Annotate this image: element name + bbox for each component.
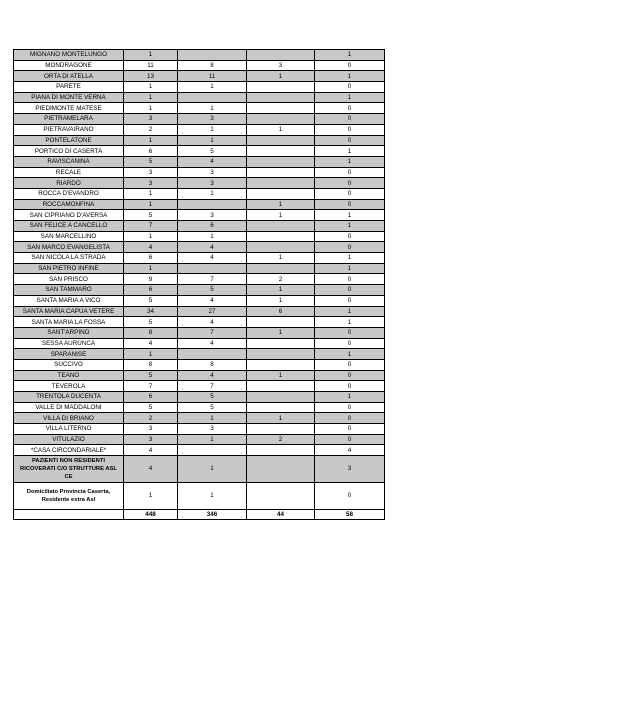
cell-col-2: 3 xyxy=(178,178,247,189)
row-name: SANTA MARIA CAPUA VETERE xyxy=(14,306,124,317)
table-row xyxy=(14,274,385,285)
cell-col-4: 0 xyxy=(315,327,385,338)
table-row xyxy=(14,434,385,445)
cell-col-2: 1 xyxy=(178,135,247,146)
row-name: ROCCAMONFINA xyxy=(14,199,124,210)
cell-col-1: 6 xyxy=(124,285,178,296)
cell-col-4: 0 xyxy=(315,359,385,370)
cell-col-1: 1 xyxy=(124,188,178,199)
row-name: RIARDO xyxy=(14,178,124,189)
table-row xyxy=(14,370,385,381)
cell-col-3: 1 xyxy=(247,71,315,82)
cell-col-3 xyxy=(247,349,315,360)
cell-col-3 xyxy=(247,263,315,274)
cell-col-4: 0 xyxy=(315,381,385,392)
table-body xyxy=(14,50,385,456)
cell-col-1: 1 xyxy=(124,199,178,210)
cell-col-3 xyxy=(247,317,315,328)
table-row xyxy=(14,295,385,306)
cell-col-4: 1 xyxy=(315,306,385,317)
table-row xyxy=(14,114,385,125)
cell-col-3 xyxy=(247,392,315,403)
cell-col-2: 7 xyxy=(178,327,247,338)
cell-col-4: 0 xyxy=(315,402,385,413)
row-name: SANTA MARIA A VICO xyxy=(14,295,124,306)
table-row xyxy=(14,221,385,232)
cell-col-3 xyxy=(247,424,315,435)
cell-col-3 xyxy=(247,456,315,483)
cell-col-3 xyxy=(247,338,315,349)
cell-col-2: 3 xyxy=(178,114,247,125)
cell-col-3 xyxy=(247,178,315,189)
table-row xyxy=(14,424,385,435)
total-col-1: 448 xyxy=(124,510,178,520)
cell-col-4: 0 xyxy=(315,285,385,296)
cell-col-1: 5 xyxy=(124,295,178,306)
table-row xyxy=(14,317,385,328)
cell-col-1: 5 xyxy=(124,317,178,328)
total-col-4: 58 xyxy=(315,510,385,520)
cell-col-3: 1 xyxy=(247,285,315,296)
cell-col-1: 2 xyxy=(124,413,178,424)
table-row xyxy=(14,359,385,370)
row-name: VITULAZIO xyxy=(14,434,124,445)
cell-col-2: 3 xyxy=(178,210,247,221)
table-row-non-resident-patients xyxy=(14,456,385,483)
row-name: SESSA AURUNCA xyxy=(14,338,124,349)
row-name: SAN PRISCO xyxy=(14,274,124,285)
cell-col-1: 3 xyxy=(124,424,178,435)
row-name: ORTA DI ATELLA xyxy=(14,71,124,82)
cell-col-4: 1 xyxy=(315,317,385,328)
cell-col-4: 0 xyxy=(315,370,385,381)
cell-col-4: 0 xyxy=(315,413,385,424)
cell-col-1: 3 xyxy=(124,434,178,445)
cell-col-1: 34 xyxy=(124,306,178,317)
cell-col-2: 8 xyxy=(178,359,247,370)
cell-col-4: 1 xyxy=(315,50,385,61)
cell-col-4: 0 xyxy=(315,483,385,510)
cell-col-1: 5 xyxy=(124,156,178,167)
cell-col-1: 1 xyxy=(124,263,178,274)
cell-col-1: 1 xyxy=(124,82,178,93)
cell-col-4: 0 xyxy=(315,167,385,178)
cell-col-1: 8 xyxy=(124,359,178,370)
cell-col-1: 3 xyxy=(124,178,178,189)
cell-col-4: 0 xyxy=(315,434,385,445)
cell-col-2: 5 xyxy=(178,402,247,413)
table-row xyxy=(14,167,385,178)
cell-col-3: 1 xyxy=(247,370,315,381)
cell-col-2: 1 xyxy=(178,103,247,114)
total-col-3: 44 xyxy=(247,510,315,520)
cell-col-4: 1 xyxy=(315,392,385,403)
cell-col-1: 8 xyxy=(124,327,178,338)
cell-col-1: 5 xyxy=(124,210,178,221)
cell-col-1: 4 xyxy=(124,338,178,349)
row-name: VALLE DI MADDALONI xyxy=(14,402,124,413)
table-row xyxy=(14,199,385,210)
cell-col-3: 1 xyxy=(247,210,315,221)
cell-col-3 xyxy=(247,402,315,413)
municipality-table xyxy=(13,49,385,520)
cell-col-3 xyxy=(247,359,315,370)
table-row xyxy=(14,242,385,253)
table-row xyxy=(14,82,385,93)
cell-col-4: 0 xyxy=(315,242,385,253)
row-name: TEANO xyxy=(14,370,124,381)
row-name: PIANA DI MONTE VERNA xyxy=(14,92,124,103)
special-rows xyxy=(14,456,385,520)
cell-col-1: 3 xyxy=(124,114,178,125)
row-name: SAN MARCELLINO xyxy=(14,231,124,242)
row-name: SAN CIPRIANO D'AVERSA xyxy=(14,210,124,221)
table-row-totals xyxy=(14,510,385,520)
table-row xyxy=(14,92,385,103)
cell-col-2: 4 xyxy=(178,370,247,381)
table-row xyxy=(14,306,385,317)
cell-col-4: 3 xyxy=(315,456,385,483)
total-col-2: 346 xyxy=(178,510,247,520)
cell-col-1: 7 xyxy=(124,221,178,232)
cell-col-3: 1 xyxy=(247,199,315,210)
table-row xyxy=(14,135,385,146)
cell-col-3 xyxy=(247,167,315,178)
cell-col-4: 0 xyxy=(315,188,385,199)
row-name: VILLA LITERNO xyxy=(14,424,124,435)
cell-col-3 xyxy=(247,50,315,61)
row-name: SUCCIVO xyxy=(14,359,124,370)
cell-col-2: 4 xyxy=(178,338,247,349)
cell-col-1: 6 xyxy=(124,392,178,403)
cell-col-4: 1 xyxy=(315,263,385,274)
cell-col-2: 3 xyxy=(178,167,247,178)
cell-col-3 xyxy=(247,156,315,167)
cell-col-3 xyxy=(247,445,315,456)
table-row xyxy=(14,146,385,157)
row-name: SAN NICOLA LA STRADA xyxy=(14,253,124,264)
cell-col-2: 1 xyxy=(178,188,247,199)
cell-col-3 xyxy=(247,242,315,253)
totals-label xyxy=(14,510,124,520)
cell-col-3: 1 xyxy=(247,124,315,135)
cell-col-4: 4 xyxy=(315,445,385,456)
cell-col-2 xyxy=(178,92,247,103)
row-name: TEVEROLA xyxy=(14,381,124,392)
cell-col-3: 1 xyxy=(247,327,315,338)
cell-col-3: 3 xyxy=(247,60,315,71)
row-name: PIETRAMELARA xyxy=(14,114,124,125)
row-name: MONDRAGONE xyxy=(14,60,124,71)
cell-col-4: 0 xyxy=(315,103,385,114)
table-row xyxy=(14,50,385,61)
cell-col-3: 1 xyxy=(247,253,315,264)
cell-col-3 xyxy=(247,483,315,510)
cell-col-4: 1 xyxy=(315,210,385,221)
cell-col-3: 2 xyxy=(247,274,315,285)
table-row xyxy=(14,263,385,274)
cell-col-4: 0 xyxy=(315,424,385,435)
row-name: SAN MARCO EVANGELISTA xyxy=(14,242,124,253)
table-row xyxy=(14,285,385,296)
cell-col-2 xyxy=(178,445,247,456)
cell-col-2 xyxy=(178,349,247,360)
row-name: RAVISCANINA xyxy=(14,156,124,167)
cell-col-4: 0 xyxy=(315,124,385,135)
table-row xyxy=(14,445,385,456)
cell-col-1: 9 xyxy=(124,274,178,285)
table-row xyxy=(14,402,385,413)
table-row xyxy=(14,103,385,114)
cell-col-4: 1 xyxy=(315,253,385,264)
cell-col-4: 0 xyxy=(315,135,385,146)
cell-col-3 xyxy=(247,146,315,157)
cell-col-2: 8 xyxy=(178,60,247,71)
row-name: SANT'ARPINO xyxy=(14,327,124,338)
row-name: SAN TAMMARO xyxy=(14,285,124,296)
cell-col-2: 1 xyxy=(178,413,247,424)
cell-col-1: 1 xyxy=(124,349,178,360)
cell-col-1: 3 xyxy=(124,167,178,178)
cell-col-1: 5 xyxy=(124,402,178,413)
cell-col-4: 0 xyxy=(315,295,385,306)
table-row xyxy=(14,188,385,199)
cell-col-1: 1 xyxy=(124,135,178,146)
row-name: PAZIENTI NON RESIDENTI RICOVERATI C/O STRUTTURE ASL CE xyxy=(14,456,124,483)
cell-col-3 xyxy=(247,381,315,392)
cell-col-3 xyxy=(247,188,315,199)
table-row xyxy=(14,156,385,167)
cell-col-2: 1 xyxy=(178,82,247,93)
cell-col-4: 1 xyxy=(315,349,385,360)
table-row-domiciled-extra-asl xyxy=(14,483,385,510)
cell-col-3 xyxy=(247,92,315,103)
table-row xyxy=(14,381,385,392)
cell-col-2: 3 xyxy=(178,424,247,435)
cell-col-1: 13 xyxy=(124,71,178,82)
cell-col-2 xyxy=(178,263,247,274)
table-row xyxy=(14,124,385,135)
cell-col-2: 5 xyxy=(178,285,247,296)
cell-col-4: 0 xyxy=(315,199,385,210)
row-name: PORTICO DI CASERTA xyxy=(14,146,124,157)
cell-col-4: 0 xyxy=(315,178,385,189)
cell-col-1: 4 xyxy=(124,242,178,253)
row-name: SAN FELICE A CANCELLO xyxy=(14,221,124,232)
cell-col-2: 4 xyxy=(178,156,247,167)
table-row xyxy=(14,413,385,424)
cell-col-2: 7 xyxy=(178,274,247,285)
cell-col-4: 1 xyxy=(315,156,385,167)
row-name: *CASA CIRCONDARIALE* xyxy=(14,445,124,456)
table-row xyxy=(14,178,385,189)
cell-col-2: 6 xyxy=(178,221,247,232)
cell-col-1: 7 xyxy=(124,381,178,392)
cell-col-2: 1 xyxy=(178,124,247,135)
row-name: PONTELATONE xyxy=(14,135,124,146)
row-name: PIETRAVAIRANO xyxy=(14,124,124,135)
cell-col-4: 1 xyxy=(315,92,385,103)
table-row xyxy=(14,60,385,71)
cell-col-1: 4 xyxy=(124,456,178,483)
row-name: PARETE xyxy=(14,82,124,93)
table-row xyxy=(14,71,385,82)
cell-col-1: 6 xyxy=(124,253,178,264)
cell-col-4: 0 xyxy=(315,82,385,93)
row-name: ROCCA D'EVANDRO xyxy=(14,188,124,199)
cell-col-4: 0 xyxy=(315,338,385,349)
cell-col-1: 5 xyxy=(124,370,178,381)
cell-col-2: 4 xyxy=(178,253,247,264)
cell-col-1: 4 xyxy=(124,445,178,456)
cell-col-3: 2 xyxy=(247,434,315,445)
cell-col-3 xyxy=(247,82,315,93)
row-name: SPARANISE xyxy=(14,349,124,360)
cell-col-2: 5 xyxy=(178,392,247,403)
cell-col-2: 1 xyxy=(178,483,247,510)
row-name: SANTA MARIA LA FOSSA xyxy=(14,317,124,328)
table-row xyxy=(14,231,385,242)
cell-col-4: 1 xyxy=(315,146,385,157)
cell-col-2: 4 xyxy=(178,242,247,253)
cell-col-2: 27 xyxy=(178,306,247,317)
row-name: VILLA DI BRIANO xyxy=(14,413,124,424)
cell-col-3 xyxy=(247,103,315,114)
cell-col-2 xyxy=(178,199,247,210)
cell-col-3: 6 xyxy=(247,306,315,317)
cell-col-1: 2 xyxy=(124,124,178,135)
cell-col-2: 4 xyxy=(178,317,247,328)
cell-col-4: 0 xyxy=(315,114,385,125)
cell-col-2: 11 xyxy=(178,71,247,82)
cell-col-4: 0 xyxy=(315,60,385,71)
cell-col-4: 0 xyxy=(315,231,385,242)
cell-col-3 xyxy=(247,221,315,232)
cell-col-3 xyxy=(247,135,315,146)
row-name: SAN PIETRO INFINE xyxy=(14,263,124,274)
table-row xyxy=(14,338,385,349)
row-name: PIEDIMONTE MATESE xyxy=(14,103,124,114)
cell-col-1: 1 xyxy=(124,483,178,510)
cell-col-2: 1 xyxy=(178,434,247,445)
cell-col-4: 1 xyxy=(315,221,385,232)
cell-col-1: 1 xyxy=(124,92,178,103)
cell-col-2: 1 xyxy=(178,231,247,242)
table-row xyxy=(14,210,385,221)
cell-col-4: 0 xyxy=(315,274,385,285)
cell-col-1: 11 xyxy=(124,60,178,71)
table-row xyxy=(14,349,385,360)
cell-col-3: 1 xyxy=(247,295,315,306)
cell-col-2: 1 xyxy=(178,456,247,483)
cell-col-2: 4 xyxy=(178,295,247,306)
cell-col-4: 1 xyxy=(315,71,385,82)
cell-col-2: 7 xyxy=(178,381,247,392)
table-row xyxy=(14,392,385,403)
cell-col-3: 1 xyxy=(247,413,315,424)
row-name: RECALE xyxy=(14,167,124,178)
row-name: Domiciliato Provincia Caserta, Residente extra Asl xyxy=(14,483,124,510)
cell-col-1: 1 xyxy=(124,231,178,242)
table-row xyxy=(14,253,385,264)
cell-col-1: 1 xyxy=(124,103,178,114)
cell-col-3 xyxy=(247,114,315,125)
cell-col-2 xyxy=(178,50,247,61)
table-row xyxy=(14,327,385,338)
cell-col-1: 6 xyxy=(124,146,178,157)
row-name: TRENTOLA DUCENTA xyxy=(14,392,124,403)
row-name: MIGNANO MONTELUNGO xyxy=(14,50,124,61)
cell-col-1: 1 xyxy=(124,50,178,61)
cell-col-2: 5 xyxy=(178,146,247,157)
cell-col-3 xyxy=(247,231,315,242)
